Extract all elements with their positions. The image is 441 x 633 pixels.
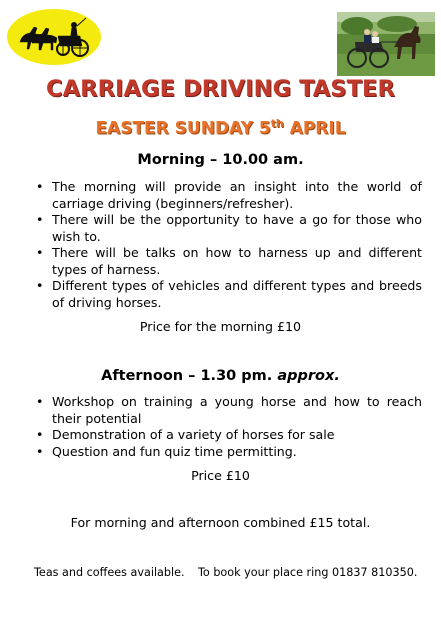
afternoon-heading-approx: approx. [277, 368, 340, 384]
carriage-driving-photo [337, 12, 435, 76]
page-title: CARRIAGE DRIVING TASTER [46, 76, 395, 102]
morning-heading: Morning – 10.00 am. [137, 152, 304, 168]
afternoon-list [36, 394, 422, 460]
bullet-icon: • [36, 179, 44, 194]
combined-price: For morning and afternoon combined £15 total. [70, 515, 371, 530]
list-item [36, 394, 422, 427]
morning-list [36, 179, 422, 311]
bullet-icon: • [36, 427, 44, 442]
bullet-icon: • [36, 394, 44, 409]
booking-info: To book your place ring 01837 810350. [198, 566, 418, 579]
event-date [0, 117, 441, 139]
list-item-text: Question and fun quiz time permitting. [52, 443, 297, 459]
event-date-suffix: th [270, 117, 284, 130]
list-item-text: Different types of vehicles and different types and breeds of driving horses. [52, 278, 422, 310]
list-item-text: Workshop on training a young horse and how to reach their potential [52, 394, 422, 426]
list-item-text: The morning will provide an insight into the world of carriage driving (beginners/refresher). [52, 179, 422, 211]
bullet-icon: • [36, 278, 44, 293]
afternoon-heading-time: Afternoon – 1.30 pm. [101, 368, 278, 384]
bullet-icon: • [36, 245, 44, 260]
morning-price: Price for the morning £10 [139, 319, 302, 334]
list-item [36, 278, 422, 311]
horse-carriage-logo-icon [6, 8, 102, 66]
event-date-main: EASTER SUNDAY 5 [95, 118, 271, 139]
list-item [36, 427, 422, 444]
list-item-text: Demonstration of a variety of horses for sale [52, 427, 335, 442]
afternoon-price: Price £10 [191, 468, 250, 483]
list-item [36, 245, 422, 278]
list-item [36, 212, 422, 245]
bullet-icon: • [36, 212, 44, 227]
list-item [36, 444, 422, 461]
event-date-month: APRIL [283, 118, 346, 139]
list-item-text: There will be talks on how to harness up and different types of harness. [52, 245, 422, 277]
refreshments-note: Teas and coffees available. [34, 566, 185, 579]
bullet-icon: • [36, 443, 44, 459]
list-item [36, 179, 422, 212]
list-item-text: There will be the opportunity to have a go for those who wish to. [52, 212, 422, 244]
afternoon-heading [0, 368, 441, 384]
